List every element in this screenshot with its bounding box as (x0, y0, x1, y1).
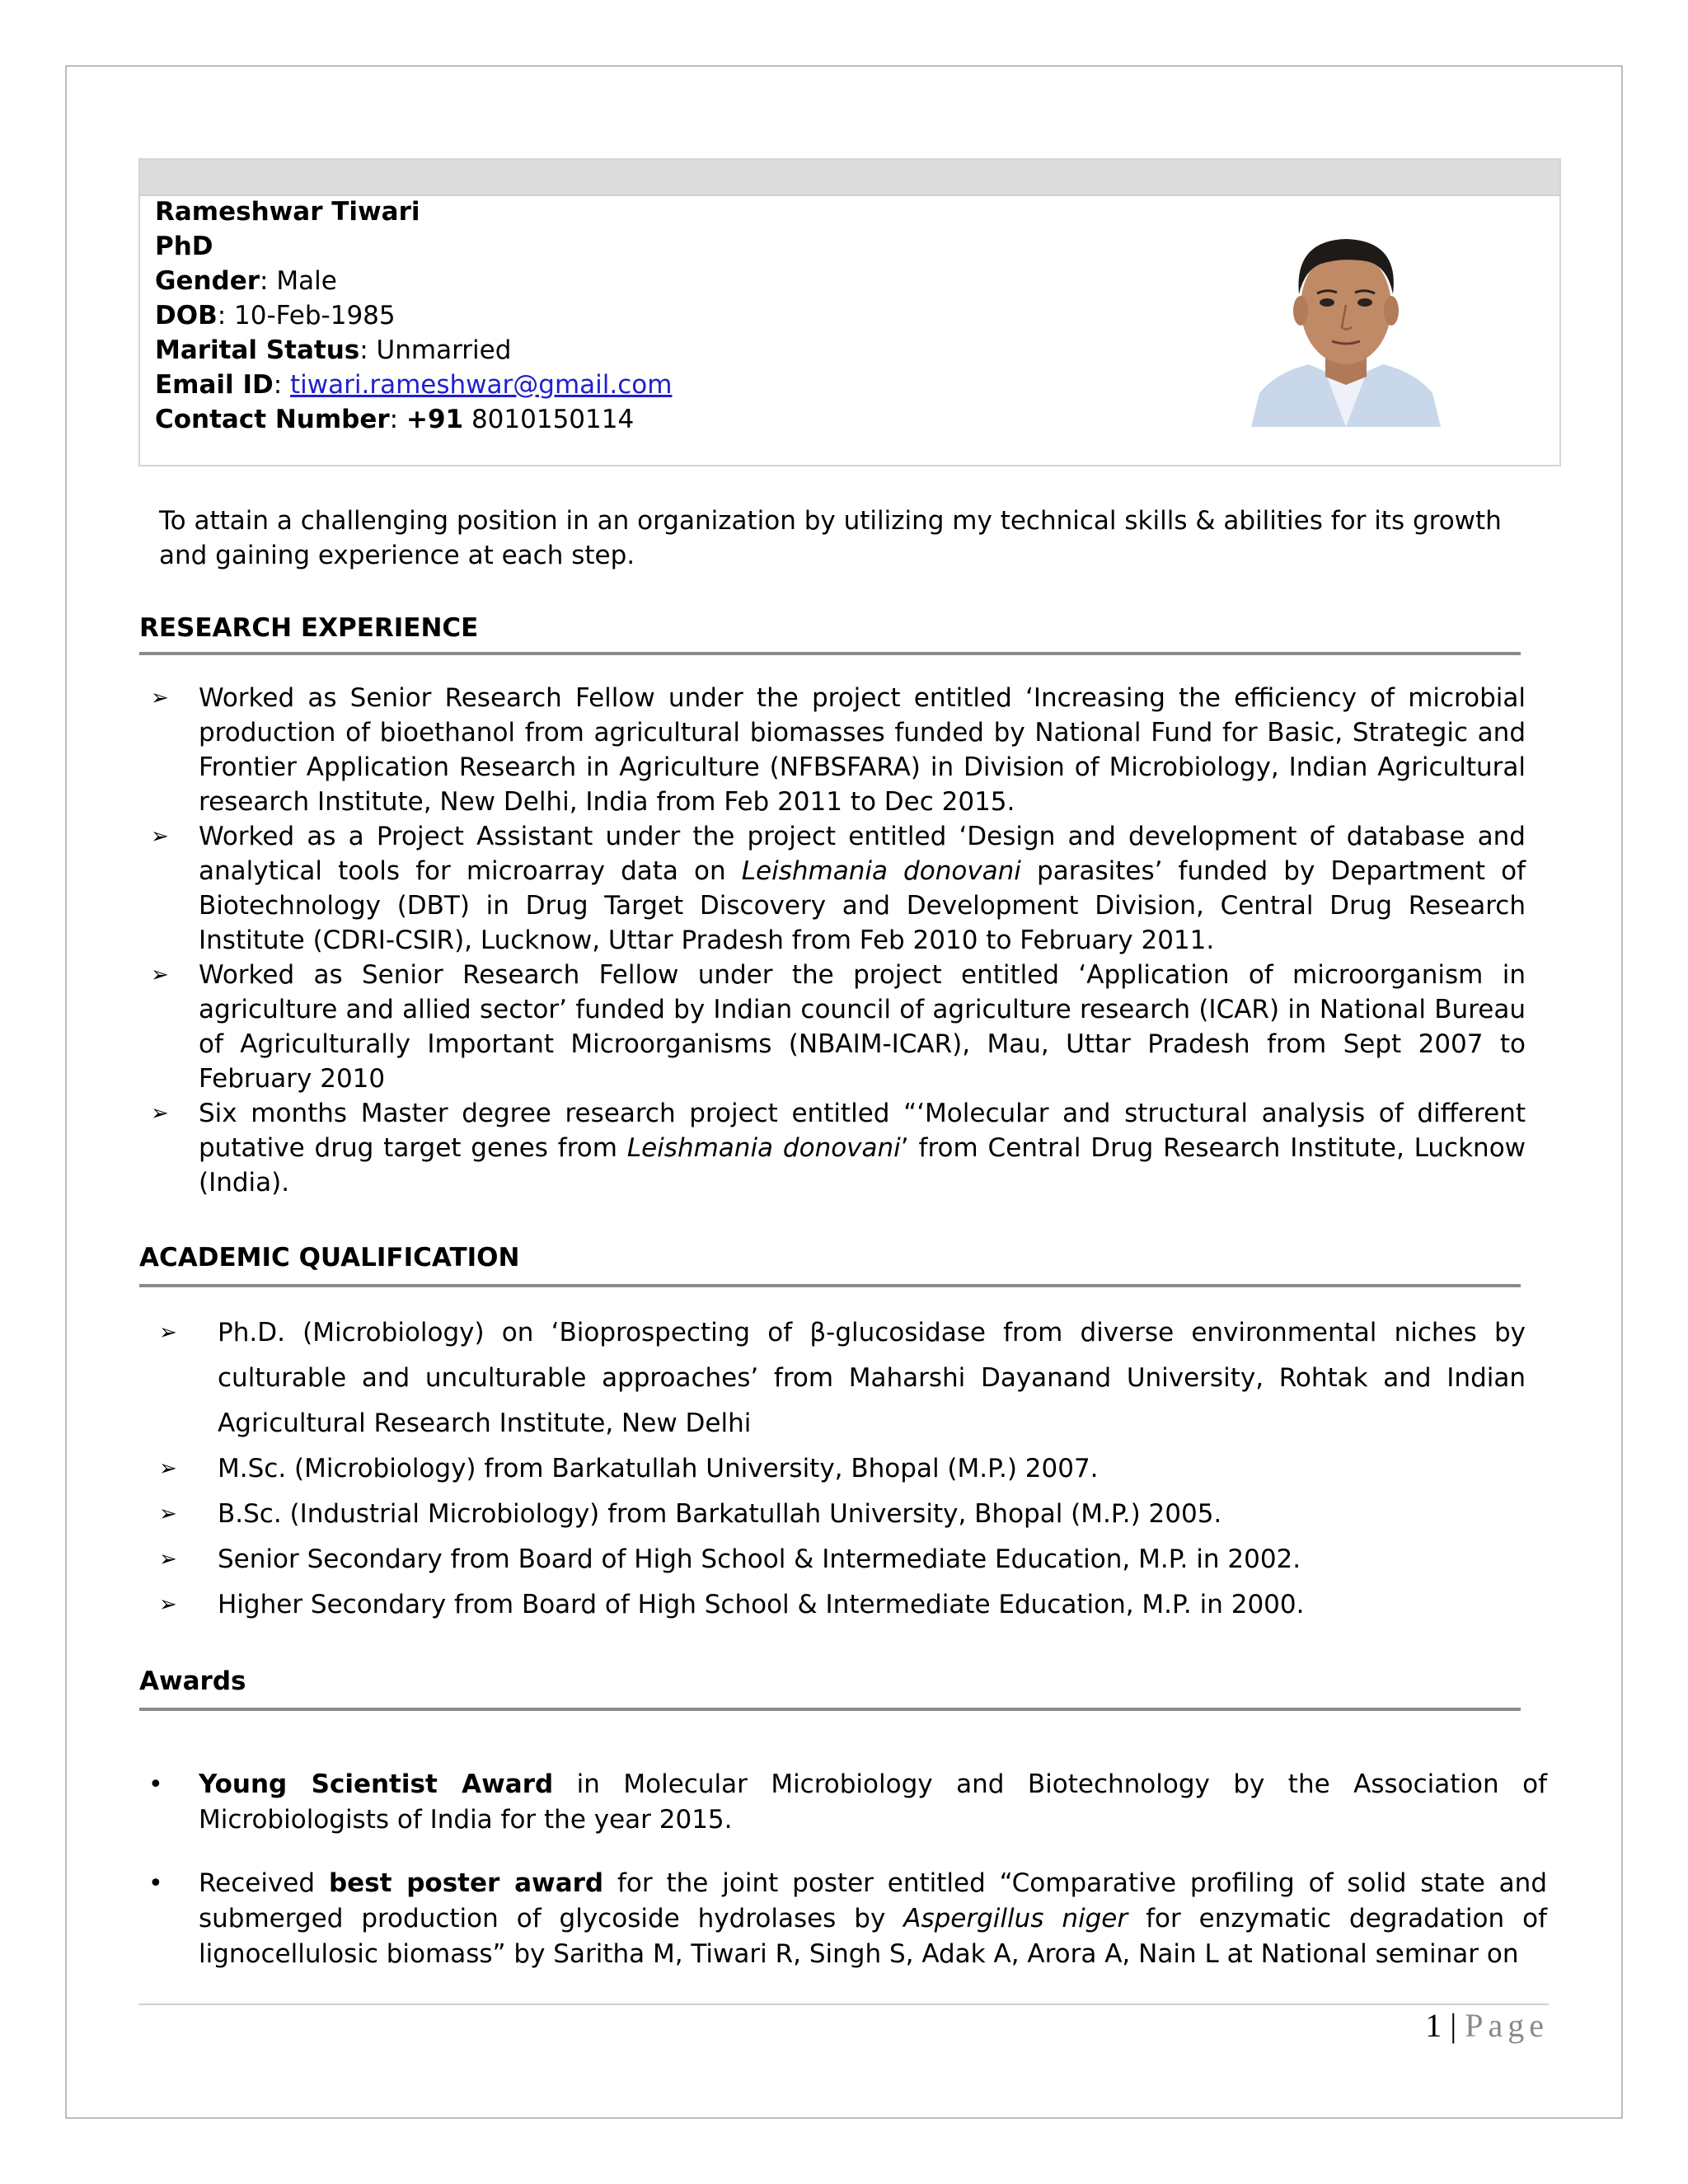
section-rule (139, 1708, 1521, 1711)
academic-qualification-heading: ACADEMIC QUALIFICATION (139, 1243, 520, 1272)
arrow-bullet-icon: ➢ (151, 824, 169, 849)
arrow-bullet-icon: ➢ (151, 686, 169, 710)
list-item: ➢ Worked as a Project Assistant under the project entitled ‘Design and development of database and analytical tools for microarray data on Leishmania donovani parasites’ funded by Department of Biotechnology (DBT) in Drug Target Discovery and Development Division, Central Drug Research Institute (CDRI-CSIR), Lucknow, Uttar Pradesh from Feb 2010 to February 2011. (148, 819, 1526, 958)
contact-row: Contact Number: +91 8010150114 (155, 405, 635, 434)
arrow-bullet-icon: ➢ (159, 1592, 177, 1617)
list-item: ➢ Ph.D. (Microbiology) on ‘Bioprospecting of β-glucosidase from diverse environmental niches by culturable and unculturable approaches’ from Maharshi Dayanand University, Rohtak and Indian Agricultural Research Institute, New Delhi (157, 1310, 1526, 1446)
arrow-bullet-icon: ➢ (159, 1320, 177, 1345)
candidate-degree: PhD (155, 232, 213, 261)
objective-statement: To attain a challenging position in an organization by utilizing my technical skills & abilities for its growth and gaining experience at each step. (159, 506, 1502, 570)
section-rule (139, 652, 1521, 655)
research-experience-list (148, 681, 1526, 1200)
arrow-bullet-icon: ➢ (159, 1502, 177, 1526)
dob-row: DOB: 10-Feb-1985 (155, 301, 396, 330)
email-row: Email ID: tiwari.rameshwar@gmail.com (155, 370, 673, 400)
list-item: ➢ M.Sc. (Microbiology) from Barkatullah University, Bhopal (M.P.) 2007. (157, 1446, 1526, 1492)
arrow-bullet-icon: ➢ (151, 963, 169, 987)
academic-qualification-list (157, 1310, 1526, 1628)
bullet-icon: • (148, 1869, 163, 1898)
list-item: ➢ B.Sc. (Industrial Microbiology) from Barkatullah University, Bhopal (M.P.) 2005. (157, 1492, 1526, 1537)
research-experience-heading: RESEARCH EXPERIENCE (139, 613, 479, 643)
awards-heading: Awards (139, 1666, 246, 1696)
gender-row: Gender: Male (155, 266, 337, 296)
list-item: • Young Scientist Award in Molecular Microbiology and Biotechnology by the Association of Microbiologists of India for the year 2015. (145, 1767, 1547, 1838)
page-number: 1 | Page (1425, 2007, 1549, 2044)
list-item: • Received best poster award for the joint poster entitled “Comparative profiling of solid state and submerged production of glycoside hydrolases by Aspergillus niger for enzymatic degradation of lignocellulosic biomass” by Saritha M, Tiwari R, Singh S, Adak A, Arora A, Nain L at National seminar on (145, 1866, 1547, 1972)
marital-status-row: Marital Status: Unmarried (155, 335, 512, 365)
bullet-icon: • (148, 1770, 163, 1799)
list-item: ➢ Senior Secondary from Board of High School & Intermediate Education, M.P. in 2002. (157, 1537, 1526, 1582)
personal-info (155, 194, 672, 437)
list-item: ➢ Worked as Senior Research Fellow under the project entitled ‘Application of microorganism in agriculture and allied sector’ funded by Indian council of agriculture research (ICAR) in National Bureau of Agriculturally Important Microorganisms (NBAIM-ICAR), Mau, Uttar Pradesh from Sept 2007 to February 2010 (148, 958, 1526, 1096)
arrow-bullet-icon: ➢ (159, 1547, 177, 1572)
profile-photo (1243, 216, 1449, 427)
candidate-name: Rameshwar Tiwari (155, 197, 420, 227)
section-rule (139, 1284, 1521, 1287)
list-item: ➢ Worked as Senior Research Fellow under the project entitled ‘Increasing the efficiency of microbial production of bioethanol from agricultural biomasses funded by National Fund for Basic, Strategic and Frontier Application Research in Agriculture (NFBSFARA) in Division of Microbiology, Indian Agricultural research Institute, New Delhi, India from Feb 2011 to Dec 2015. (148, 681, 1526, 819)
list-item: ➢ Six months Master degree research project entitled “‘Molecular and structural analysis of different putative drug target genes from Leishmania donovani’ from Central Drug Research Institute, Lucknow (India). (148, 1096, 1526, 1200)
awards-list (145, 1767, 1547, 2000)
header-bar (140, 160, 1559, 196)
arrow-bullet-icon: ➢ (159, 1456, 177, 1481)
email-link[interactable]: tiwari.rameshwar@gmail.com (290, 370, 673, 400)
arrow-bullet-icon: ➢ (151, 1101, 169, 1126)
list-item: ➢ Higher Secondary from Board of High School & Intermediate Education, M.P. in 2000. (157, 1582, 1526, 1628)
footer-rule (138, 2004, 1549, 2005)
personal-info-box (138, 158, 1561, 466)
